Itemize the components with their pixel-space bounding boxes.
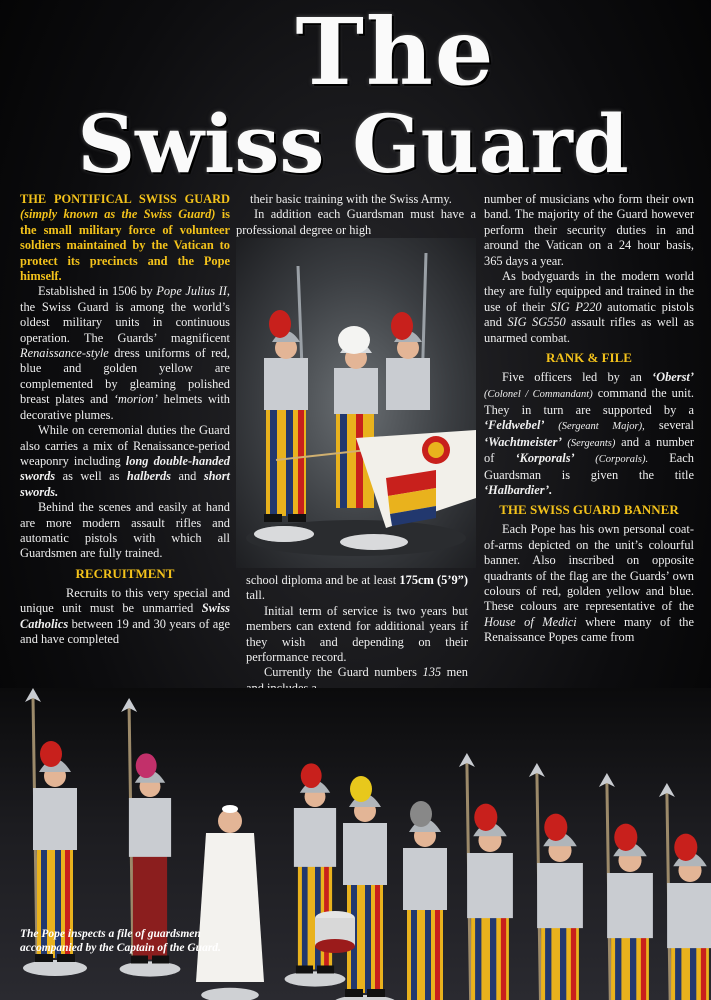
paragraph-recruits: Recruits to this very special and unique unit must be unmarried Swiss Catholics between 19 and 30 years of age and have completed [20,585,230,646]
heading-rank-file: RANK & FILE [546,350,632,366]
guardsmen-banner-illustration [236,238,476,568]
paragraph-musicians: number of musicians who form their own band. The majority of the Guard however perform their security duties in and around the Vatican on a 24 hour basis, 365 days a year. [484,192,694,268]
photo-guardsmen-banner [236,238,476,568]
paragraph-behind-scenes: Behind the scenes and easily at hand are more modern assault rifles and automatic pistols with which all Guardsmen are fully trained. [20,500,230,561]
column-3 [484,192,694,646]
height-requirement: 175cm (5’9”) [399,573,468,587]
paragraph-initial-term: Initial term of service is two years but members can extend for additional years if they wish and depending on their performance record. [246,603,468,665]
paragraph-banner: Each Pope has his own personal coat-of-arms depicted on the unit’s colourful banner. Also inscribed on opposite quadrants of the flag are the Guards’ own colours of red, golden yellow and blue. These colours are representative of the House of Medici where many of the Renaissance Popes came from [484,522,694,645]
column-2-bottom [246,573,468,696]
lead-italic: (simply known as the Swiss Guard) [20,207,216,222]
page-title-line-2: Swiss Guard [77,97,629,191]
guardsman-figure [456,753,523,1000]
guardsman-figure [526,763,593,1000]
heading-banner: THE SWISS GUARD BANNER [499,502,679,518]
paragraph-ceremonial: While on ceremonial duties the Guard also carries a mix of Renaissance-period weaponry including long double-handed swords as well as halberds and short swords. [20,423,230,499]
guardsman-figure [393,801,457,1000]
heading-recruitment: RECRUITMENT [75,565,175,581]
lead-text-end: is the small military force of volunteer soldiers maintained by the Vatican to protect its precincts and the Pope himself. [20,207,230,284]
paragraph-ranks: Five officers led by an ‘Oberst’ (Colonel / Commandant) command the unit. They in turn are supported by a ‘Feldwebel’ (Sergeant Major), several ‘Wachtmeister’ (Sergeants) and a number of ‘Korporals’ (Corporals). Each Guardsman is given the title ‘Halbardier’. [484,370,694,497]
paragraph-degree: In addition each Guardsman must have a professional degree or high [236,207,476,237]
lead-text: THE PONTIFICAL SWISS GUARD [20,192,230,206]
paragraph-established: Established in 1506 by Pope Julius II, the Swiss Guard is among the world’s oldest military units in continuous operation. The Guards’ magnificent Renaissance-style dress uniforms of red, blue and golden yellow are complemented by gleaming polished breast plates and ‘morion’ helmets with decorative plumes. [20,284,231,422]
pope-figure [196,805,264,1000]
paragraph-bodyguards: As bodyguards in the modern world they are fully equipped and trained in the use of their SIG P220 automatic pistols and SIG SG550 assault rifles as well as unarmed combat. [484,269,694,345]
paragraph-numbers: Currently the Guard numbers 135 men [264,665,469,680]
paragraph-basic-training: their basic training with the Swiss Army. [250,192,452,206]
photo-caption: The Pope inspects a file of guardsmen accompanied by the Captain of the Guard. [20,928,221,954]
paragraph-diploma: school diploma and be at least 175cm (5’9”) tall. [246,573,468,603]
lead-paragraph [20,192,230,284]
guardsman-figure [656,783,711,1000]
column-1 [20,192,230,647]
guardsman-figure [285,763,346,986]
page-title-line-1: The [295,0,496,106]
guardsman-figure [596,773,663,1000]
column-2-top [236,192,476,238]
